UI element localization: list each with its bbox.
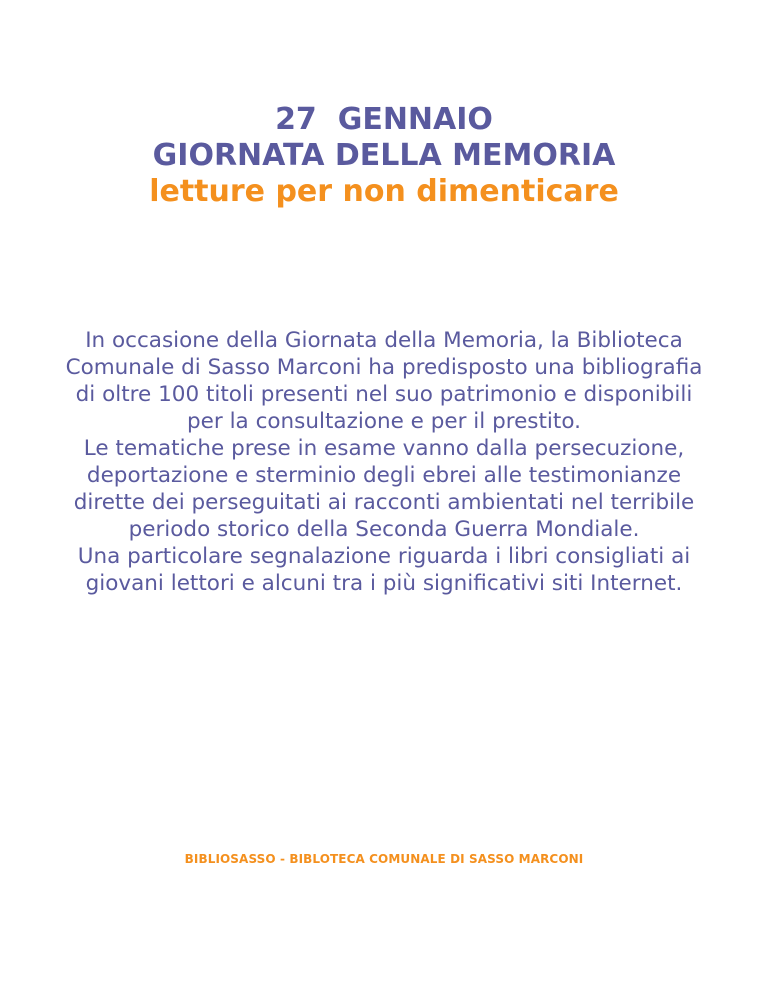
title-event: GIORNATA DELLA MEMORIA xyxy=(152,138,616,173)
footer-library-name: BIBLIOSASSO - BIBLOTECA COMUNALE DI SASSO MARCONI xyxy=(184,852,584,866)
body-paragraph-topics: Le tematiche prese in esame vanno dalla persecuzione, deportazione e sterminio degli ebrei alle testimonianze dirette dei perseguitati ai racconti ambientati nel terribile periodo storico della Seconda Guerra Mondiale. xyxy=(73,436,695,542)
title-subtitle: letture per non dimenticare xyxy=(149,174,619,209)
title-date: 27 GENNAIO xyxy=(275,102,493,137)
body-text xyxy=(60,327,708,597)
body-paragraph-intro: In occasione della Giornata della Memoria, la Biblioteca Comunale di Sasso Marconi ha predisposto una bibliografia di oltre 100 titoli presenti nel suo patrimonio e disponibili per la consultazione e per il prestito. xyxy=(65,328,703,434)
body-paragraph-highlights: Una particolare segnalazione riguarda i libri consigliati ai giovani lettori e alcuni tra i più significativi siti Internet. xyxy=(77,544,691,596)
title-block xyxy=(0,102,768,210)
